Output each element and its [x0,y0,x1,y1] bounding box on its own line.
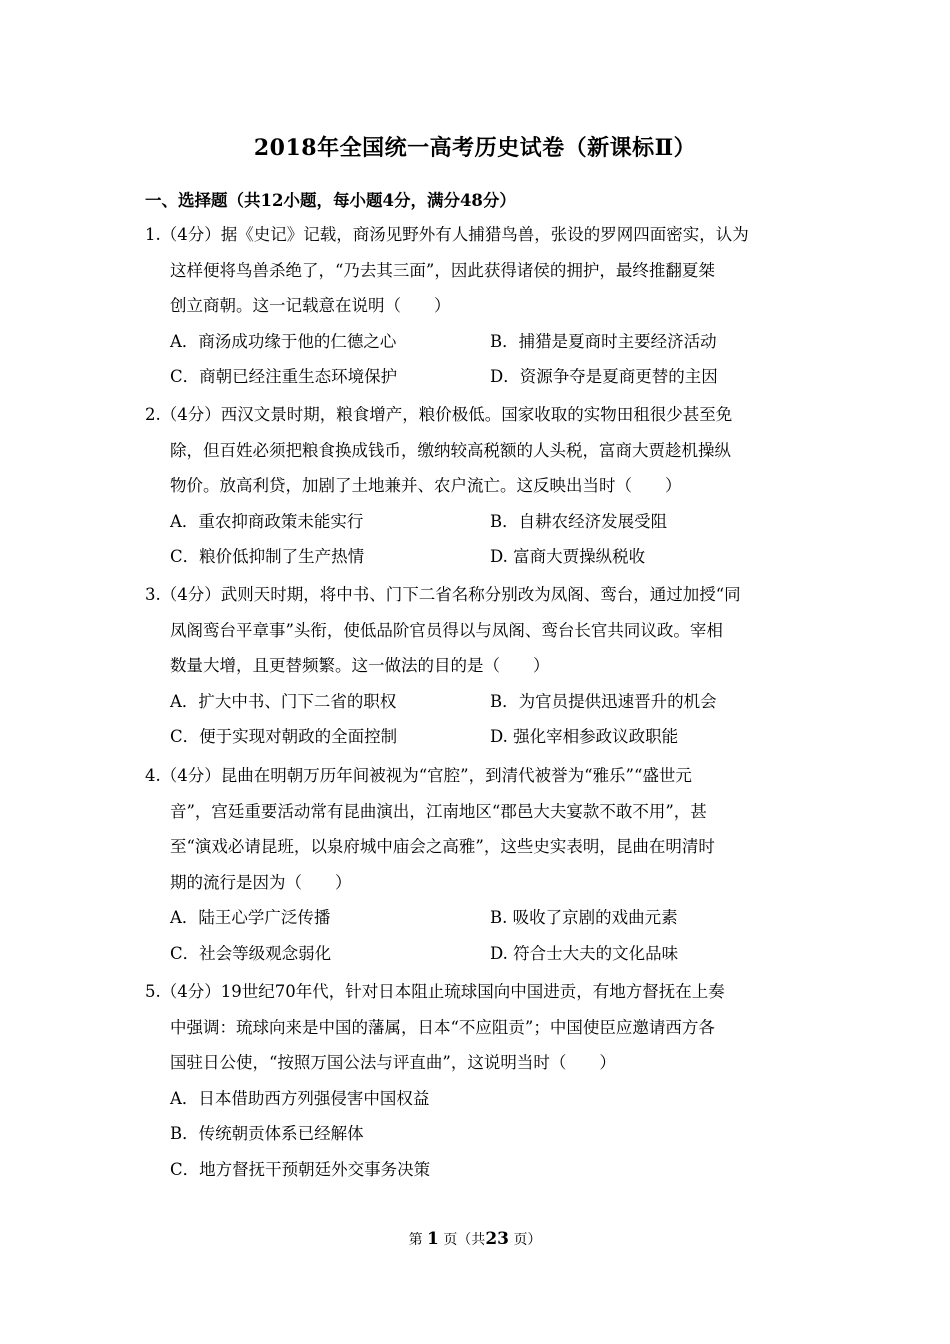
option-a: A．商汤成功缘于他的仁德之心 [170,331,397,351]
page-footer [0,1229,950,1249]
options [145,324,810,395]
option-a: A．重农抑商政策未能实行 [170,511,364,531]
section-heading: 一、选择题（共12小题，每小题4分，满分48分） [145,191,516,210]
question-line: 4.（4分）昆曲在明朝万历年间被视为“官腔”，到清代被誉为“雅乐”“盛世元 [145,766,692,785]
option-d: D. 强化宰相参政议政职能 [490,727,679,746]
question-line: 3.（4分）武则天时期，将中书、门下二省名称分别改为凤阁、鸾台，通过加授“同 [145,585,741,604]
question-line: 5.（4分）19世纪70年代，针对日本阻止琉球国向中国进贡，有地方督抚在上奏 [145,982,725,1001]
option-c: C．商朝已经注重生态环境保护 [170,367,398,386]
option-c: C．地方督抚干预朝廷外交事务决策 [170,1159,431,1179]
footer-page-number: 1 [427,1229,439,1249]
question-line: 创立商朝。这一记载意在说明（ ） [170,296,451,315]
question-line: 这样便将鸟兽杀绝了，“乃去其三面”，因此获得诸侯的拥护，最终推翻夏桀 [170,260,715,280]
footer-prefix: 第 [408,1232,423,1248]
footer-middle: 页（共 [443,1232,486,1248]
question-line: 除，但百姓必须把粮食换成钱币，缴纳较高税额的人头税，富商大贾趁机操纵 [170,440,731,460]
question-line: 数量大增，且更替频繁。这一做法的目的是（ ） [170,656,550,675]
question-line: 至“演戏必请昆班，以泉府城中庙会之高雅”，这些史实表明，昆曲在明清时 [170,837,715,856]
option-a: A．扩大中书、门下二省的职权 [170,691,397,711]
option-a: A．日本借助西方列强侵害中国权益 [170,1088,430,1108]
options [145,1081,810,1188]
option-a: A．陆王心学广泛传播 [170,908,331,927]
question-5 [145,974,810,1187]
options [145,504,810,575]
option-d: D. 符合士大夫的文化品味 [490,943,679,963]
question-line: 国驻日公使，“按照万国公法与评直曲”，这说明当时（ ） [170,1053,616,1072]
question-line: 中强调：琉球向来是中国的藩属，日本“不应阻贡”；中国使臣应邀请西方各 [170,1017,715,1037]
option-b: B. 吸收了京剧的戏曲元素 [490,908,678,927]
option-c: C．粮价低抑制了生产热情 [170,547,365,566]
option-c: C．便于实现对朝政的全面控制 [170,727,398,746]
option-d: D. 富商大贾操纵税收 [490,547,646,566]
question-line: 物价。放高利贷，加剧了土地兼并、农户流亡。这反映出当时（ ） [170,476,682,495]
question-line: 期的流行是因为（ ） [170,872,352,892]
option-b: B．为官员提供迅速晋升的机会 [490,691,717,711]
option-b: B．自耕农经济发展受阻 [490,511,668,531]
option-d: D．资源争夺是夏商更替的主因 [490,367,718,386]
option-c: C．社会等级观念弱化 [170,943,332,963]
question-line: 凤阁鸾台平章事”头衔，使低品阶官员得以与凤阁、鸾台长官共同议政。宰相 [170,620,723,640]
question-1 [145,217,810,395]
question-3 [145,577,810,755]
question-line: 2.（4分）西汉文景时期，粮食增产，粮价极低。国家收取的实物田租很少甚至免 [145,405,733,424]
options [145,900,810,971]
option-b: B．捕猎是夏商时主要经济活动 [490,331,717,351]
options [145,684,810,755]
footer-suffix: 页） [513,1232,542,1248]
footer-total-pages: 23 [485,1229,509,1249]
question-line: 1.（4分）据《史记》记载，商汤见野外有人捕猎鸟兽，张设的罗网四面密实，认为 [145,225,749,244]
question-2 [145,397,810,575]
question-line: 音”，宫廷重要活动常有昆曲演出，江南地区“郡邑大夫宴款不敢不用”，甚 [170,801,707,821]
page-title: 2018年全国统一高考历史试卷（新课标Ⅱ） [253,135,697,161]
option-b: B．传统朝贡体系已经解体 [170,1124,364,1143]
question-4 [145,758,810,971]
